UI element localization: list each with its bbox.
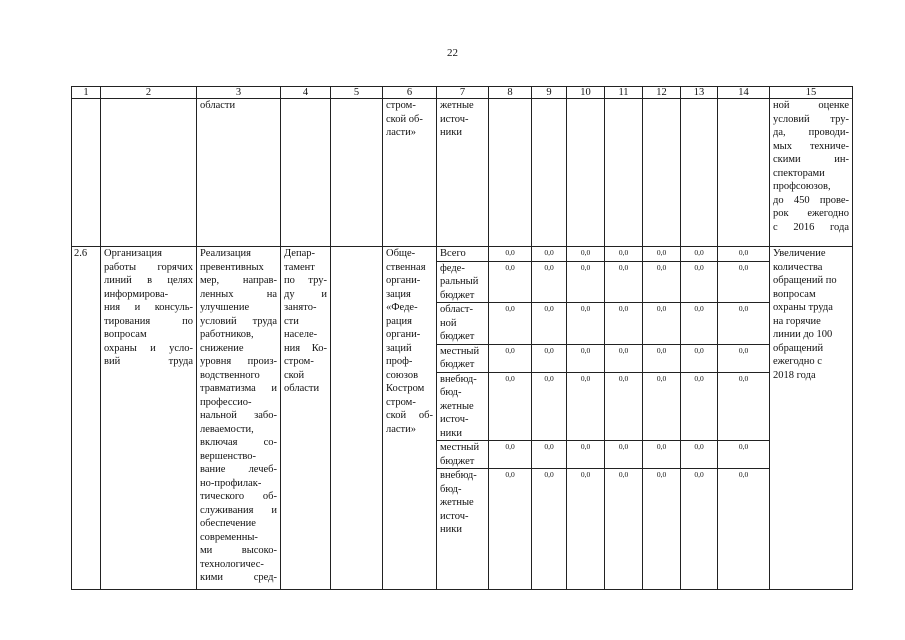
value-cell: 0,0 bbox=[567, 303, 605, 345]
item-col5 bbox=[331, 247, 383, 590]
text-line: превентивных bbox=[200, 261, 264, 273]
text-line: ленных на bbox=[200, 288, 277, 300]
value-cell: 0,0 bbox=[605, 261, 643, 303]
text-line: ния и консуль- bbox=[104, 302, 193, 313]
value-cell: 0,0 bbox=[532, 469, 567, 590]
value-cell: 0,0 bbox=[643, 303, 681, 345]
text-line: леваемости, bbox=[200, 423, 254, 435]
text-line: обращений bbox=[773, 342, 824, 354]
cont-col2 bbox=[101, 99, 197, 247]
cont-col6 bbox=[383, 99, 437, 247]
header-col-8: 8 bbox=[489, 87, 532, 99]
text-line: технологичес- bbox=[200, 558, 264, 570]
value-cell: 0,0 bbox=[718, 372, 770, 441]
text-line: спекторами bbox=[773, 167, 825, 179]
header-col-12: 12 bbox=[643, 87, 681, 99]
value-cell: 0,0 bbox=[567, 441, 605, 469]
item-number: 2.6 bbox=[72, 247, 101, 590]
text-line: ской bbox=[284, 369, 305, 381]
text-line: источ- bbox=[440, 414, 469, 425]
value-cell: 0,0 bbox=[643, 441, 681, 469]
value-cell: 0,0 bbox=[567, 372, 605, 441]
source-label bbox=[437, 372, 489, 441]
item-content bbox=[197, 247, 281, 590]
value-cell: 0,0 bbox=[489, 344, 532, 372]
cont-col12 bbox=[643, 99, 681, 247]
value-cell: 0,0 bbox=[532, 303, 567, 345]
header-col-7: 7 bbox=[437, 87, 489, 99]
value-cell: 0,0 bbox=[489, 247, 532, 262]
value-cell: 0,0 bbox=[532, 372, 567, 441]
text-line: вопросам bbox=[773, 288, 816, 300]
value-cell: 0,0 bbox=[605, 372, 643, 441]
value-cell: 0,0 bbox=[643, 247, 681, 262]
cont-col14 bbox=[718, 99, 770, 247]
text-line: Всего bbox=[440, 248, 466, 259]
value-cell: 0,0 bbox=[643, 469, 681, 590]
text-line: рация bbox=[386, 315, 412, 327]
cont-col3 bbox=[197, 99, 281, 247]
text-line: нальной забо- bbox=[200, 410, 277, 421]
text-line: линий в целях bbox=[104, 275, 193, 286]
header-col-11: 11 bbox=[605, 87, 643, 99]
value-cell: 0,0 bbox=[605, 469, 643, 590]
text-line: бюд- bbox=[440, 387, 462, 398]
value-cell: 0,0 bbox=[681, 247, 718, 262]
item-result bbox=[770, 247, 853, 590]
value-cell: 0,0 bbox=[532, 344, 567, 372]
header-col-15: 15 bbox=[770, 87, 853, 99]
header-col-2: 2 bbox=[101, 87, 197, 99]
text-line: занято- bbox=[284, 302, 317, 313]
source-label bbox=[437, 441, 489, 469]
header-col-14: 14 bbox=[718, 87, 770, 99]
text-line: кими сред- bbox=[200, 572, 277, 583]
text-line: вание лечеб- bbox=[200, 464, 277, 475]
value-cell: 0,0 bbox=[567, 261, 605, 303]
text-line: источ- bbox=[440, 510, 469, 522]
text-line: Реализация bbox=[200, 248, 251, 259]
item-name bbox=[101, 247, 197, 590]
text-line: включая со- bbox=[200, 437, 277, 448]
text-line: ской об- bbox=[386, 113, 423, 125]
text-line: стром- bbox=[386, 396, 416, 408]
text-line: снижение bbox=[200, 342, 244, 354]
text-line: ной bbox=[440, 317, 457, 329]
text-line: современны- bbox=[200, 531, 258, 543]
text-line: улучшение bbox=[200, 302, 250, 313]
text-line: феде- bbox=[440, 262, 465, 274]
text-line: охраны и усло- bbox=[104, 342, 193, 354]
text-line: на горячие bbox=[773, 315, 821, 327]
text-line: сти bbox=[284, 315, 299, 327]
text-line: водственного bbox=[200, 369, 260, 381]
text-line: обращений по bbox=[773, 275, 837, 286]
value-cell: 0,0 bbox=[681, 303, 718, 345]
text-line: вий труда bbox=[104, 356, 193, 367]
header-col-13: 13 bbox=[681, 87, 718, 99]
cont-col8 bbox=[489, 99, 532, 247]
text-line: области bbox=[200, 100, 236, 111]
text-line: тамент bbox=[284, 261, 315, 273]
value-cell: 0,0 bbox=[532, 261, 567, 303]
text-line: внебюд- bbox=[440, 470, 477, 481]
text-line: ники bbox=[440, 427, 462, 439]
text-line: Костром bbox=[386, 383, 425, 394]
value-cell: 0,0 bbox=[718, 247, 770, 262]
text-line: до 450 прове- bbox=[773, 194, 849, 206]
source-label bbox=[437, 344, 489, 372]
text-line: мых техниче- bbox=[773, 140, 849, 152]
text-line: «Феде- bbox=[386, 302, 418, 313]
text-line: работы горячих bbox=[104, 261, 193, 273]
source-label bbox=[437, 469, 489, 590]
text-line: союзов bbox=[386, 369, 419, 381]
item-executor bbox=[281, 247, 331, 590]
text-line: да, проводи- bbox=[773, 127, 849, 138]
value-cell: 0,0 bbox=[567, 344, 605, 372]
value-cell: 0,0 bbox=[489, 469, 532, 590]
continuation-row bbox=[72, 99, 853, 247]
text-line: Обще- bbox=[386, 248, 416, 259]
text-line: заций bbox=[386, 342, 412, 354]
value-cell: 0,0 bbox=[681, 344, 718, 372]
header-row bbox=[72, 87, 853, 99]
text-line: населе- bbox=[284, 329, 318, 340]
value-cell: 0,0 bbox=[718, 261, 770, 303]
cont-col10 bbox=[567, 99, 605, 247]
text-line: ской об- bbox=[386, 410, 433, 421]
text-line: ральный bbox=[440, 276, 479, 287]
header-col-10: 10 bbox=[567, 87, 605, 99]
cont-col9 bbox=[532, 99, 567, 247]
text-line: ники bbox=[440, 127, 462, 138]
text-line: бюджет bbox=[440, 455, 475, 467]
value-cell: 0,0 bbox=[718, 344, 770, 372]
text-line: ежегодно с bbox=[773, 356, 822, 367]
text-line: внебюд- bbox=[440, 373, 477, 385]
text-line: ласти» bbox=[386, 423, 417, 435]
text-line: ники bbox=[440, 524, 462, 535]
value-cell: 0,0 bbox=[489, 441, 532, 469]
text-line: Депар- bbox=[284, 248, 315, 259]
value-cell: 0,0 bbox=[532, 247, 567, 262]
text-line: но-профилак- bbox=[200, 477, 262, 489]
header-col-9: 9 bbox=[532, 87, 567, 99]
header-col-1: 1 bbox=[72, 87, 101, 99]
text-line: бюджет bbox=[440, 289, 475, 301]
text-line: тирования по bbox=[104, 315, 193, 327]
text-line: скими ин- bbox=[773, 154, 849, 165]
value-cell: 0,0 bbox=[532, 441, 567, 469]
value-cell: 0,0 bbox=[605, 303, 643, 345]
value-cell: 0,0 bbox=[681, 372, 718, 441]
text-line: вопросам bbox=[104, 329, 147, 340]
text-line: стром- bbox=[284, 356, 314, 367]
text-line: по тру- bbox=[284, 275, 327, 286]
source-label bbox=[437, 303, 489, 345]
value-cell: 0,0 bbox=[643, 372, 681, 441]
text-line: профессио- bbox=[200, 396, 252, 408]
cont-col15 bbox=[770, 99, 853, 247]
cont-col11 bbox=[605, 99, 643, 247]
value-cell: 0,0 bbox=[567, 469, 605, 590]
value-cell: 0,0 bbox=[605, 247, 643, 262]
text-line: бюджет bbox=[440, 331, 475, 342]
text-line: местный bbox=[440, 442, 480, 453]
text-line: обеспечение bbox=[200, 518, 256, 529]
source-label bbox=[437, 261, 489, 303]
header-col-5: 5 bbox=[331, 87, 383, 99]
value-cell: 0,0 bbox=[681, 469, 718, 590]
text-line: органи- bbox=[386, 275, 421, 286]
value-cell: 0,0 bbox=[718, 469, 770, 590]
item-partner bbox=[383, 247, 437, 590]
value-cell: 0,0 bbox=[681, 441, 718, 469]
text-line: зация bbox=[386, 288, 411, 300]
text-line: травматизма и bbox=[200, 383, 277, 394]
text-line: тического об- bbox=[200, 491, 277, 502]
text-line: источ- bbox=[440, 113, 469, 125]
text-line: местный bbox=[440, 345, 480, 357]
text-line: ду и bbox=[284, 288, 327, 300]
value-cell: 0,0 bbox=[718, 303, 770, 345]
text-line: ственная bbox=[386, 261, 426, 273]
text-line: профсоюзов, bbox=[773, 181, 831, 192]
cont-col13 bbox=[681, 99, 718, 247]
value-cell: 0,0 bbox=[489, 303, 532, 345]
value-cell: 0,0 bbox=[567, 247, 605, 262]
text-line: Увеличение bbox=[773, 248, 826, 259]
text-line: ной оценке bbox=[773, 100, 849, 111]
value-cell: 0,0 bbox=[643, 344, 681, 372]
text-line: жетные bbox=[440, 400, 474, 412]
text-line: бюд- bbox=[440, 483, 462, 495]
source-row bbox=[72, 247, 853, 262]
text-line: рок ежегодно bbox=[773, 208, 849, 219]
page-number: 22 bbox=[447, 47, 458, 59]
value-cell: 0,0 bbox=[605, 344, 643, 372]
text-line: проф- bbox=[386, 356, 413, 367]
cont-col4 bbox=[281, 99, 331, 247]
text-line: количества bbox=[773, 261, 823, 273]
text-line: жетные bbox=[440, 497, 474, 508]
value-cell: 0,0 bbox=[489, 261, 532, 303]
text-line: ния Ко- bbox=[284, 342, 327, 354]
cont-col5 bbox=[331, 99, 383, 247]
text-line: работников, bbox=[200, 329, 254, 340]
text-line: служивания и bbox=[200, 504, 277, 516]
text-line: Организация bbox=[104, 248, 162, 259]
header-col-3: 3 bbox=[197, 87, 281, 99]
text-line: с 2016 года bbox=[773, 221, 849, 233]
text-line: условий тру- bbox=[773, 113, 849, 125]
text-line: област- bbox=[440, 304, 473, 315]
value-cell: 0,0 bbox=[718, 441, 770, 469]
text-line: условий труда bbox=[200, 315, 277, 327]
text-line: области bbox=[284, 383, 320, 394]
value-cell: 0,0 bbox=[643, 261, 681, 303]
text-line: ми высоко- bbox=[200, 545, 277, 556]
text-line: стром- bbox=[386, 100, 416, 111]
text-line: жетные bbox=[440, 100, 474, 111]
header-col-6: 6 bbox=[383, 87, 437, 99]
value-cell: 0,0 bbox=[489, 372, 532, 441]
text-line: охраны труда bbox=[773, 302, 833, 313]
header-col-4: 4 bbox=[281, 87, 331, 99]
cont-col1 bbox=[72, 99, 101, 247]
cont-col7 bbox=[437, 99, 489, 247]
text-line: линии до 100 bbox=[773, 329, 833, 340]
value-cell: 0,0 bbox=[681, 261, 718, 303]
text-line: информирова- bbox=[104, 288, 169, 300]
value-cell: 0,0 bbox=[605, 441, 643, 469]
text-line: 2018 года bbox=[773, 369, 816, 381]
text-line: органи- bbox=[386, 329, 421, 340]
text-line: вершенство- bbox=[200, 450, 257, 462]
text-line: ласти» bbox=[386, 127, 417, 138]
text-line: бюджет bbox=[440, 359, 475, 370]
text-line: мер, направ- bbox=[200, 275, 277, 286]
measures-table bbox=[71, 86, 853, 590]
text-line: уровня произ- bbox=[200, 356, 277, 367]
source-label bbox=[437, 247, 489, 262]
